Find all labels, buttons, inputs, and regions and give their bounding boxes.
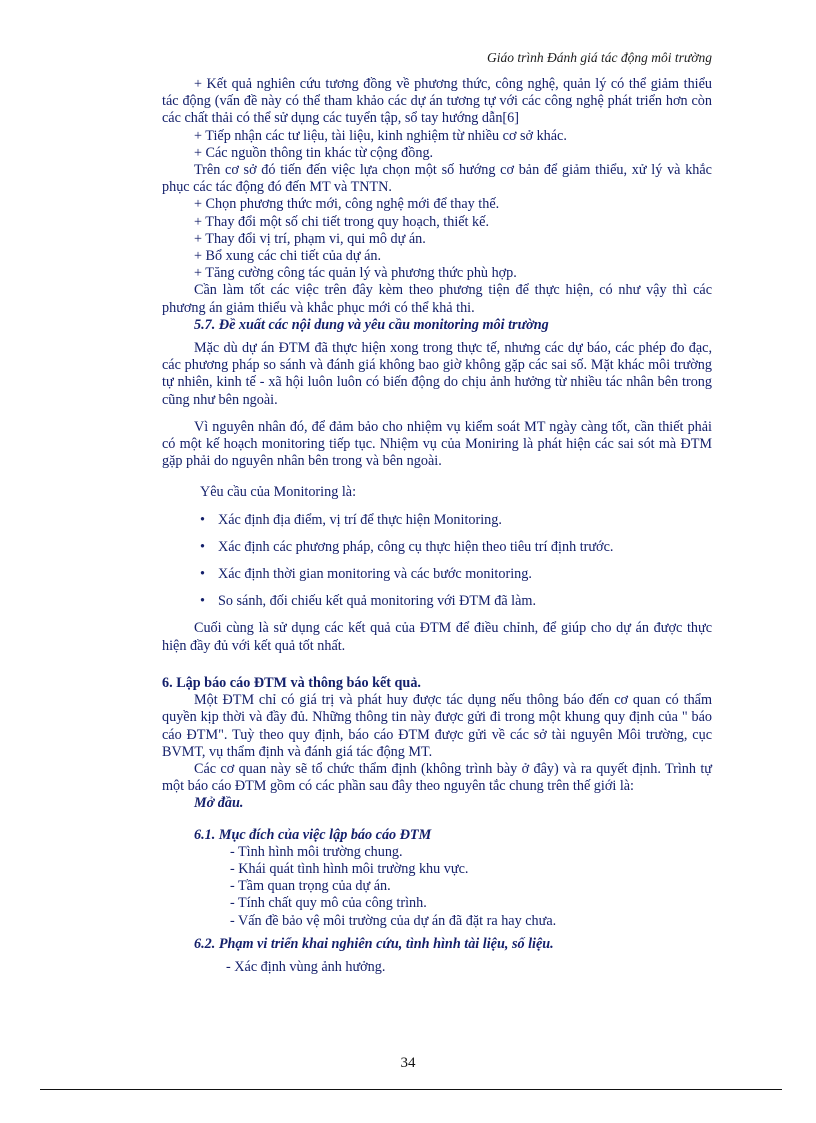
requirements-intro: Yêu cầu của Monitoring là: [200,484,357,501]
list-item: + Tiếp nhận các tư liệu, tài liệu, kinh nghiệm từ nhiều cơ sở khác. [194,127,567,144]
section-heading-6: 6. Lập báo cáo ĐTM và thông báo kết quả. [162,674,421,691]
paragraph: Các cơ quan này sẽ tổ chức thẩm định (không trình bày ở đây) và ra quyết định. Trình tự một báo cáo ĐTM gồm có các phần sau đây theo nguyên tắc chung trên thế giới là: [162,760,712,795]
list-item: - Vấn đề bảo vệ môi trường của dự án đã đặt ra hay chưa. [230,912,557,929]
bullet-text: Xác định các phương pháp, công cụ thực hiện theo tiêu trí định trước. [218,538,614,555]
page-number: 34 [400,1055,416,1071]
list-item: + Chọn phương thức mới, công nghệ mới để thay thế. [194,196,500,213]
subsection-heading-6-2: 6.2. Phạm vi triển khai nghiên cứu, tình hình tài liệu, số liệu. [194,935,554,952]
list-item: + Thay đổi một số chi tiết trong quy hoạch, thiết kế. [194,213,489,230]
list-item: + Thay đổi vị trí, phạm vi, qui mô dự án. [194,230,426,247]
paragraph: Vì nguyên nhân đó, để đảm bảo cho nhiệm vụ kiểm soát MT ngày càng tốt, cần thiết phải có một kế hoạch monitoring tiếp tục. Nhiệm vụ của Moniring là phát hiện các sai sót mà ĐTM gặp phải do nguyên nhân bên trong và bên ngoài. [162,418,712,470]
section-heading-5-7: 5.7. Đề xuất các nội dung và yêu cầu monitoring môi trường [194,316,549,333]
bullet-item [162,512,712,529]
paragraph: + Kết quả nghiên cứu tương đồng về phương thức, công nghệ, quản lý có thể giảm thiểu tác động (vấn đề này có thể tham khảo các dự án tương tự với các công nghệ phát triển hơn còn các chất thải có thể sử dụng các tuyển tập, sổ tay hướng dẫn[6] [162,76,712,127]
bullet-item [162,539,712,556]
list-item: - Tầm quan trọng của dự án. [230,878,391,895]
bullet-item [162,593,712,610]
paragraph: Một ĐTM chỉ có giá trị và phát huy được tác dụng nếu thông báo đến cơ quan có thẩm quyền kịp thời và đầy đủ. Những thông tin này được gửi đi trong một khung quy định của " báo cáo ĐTM". Tuỳ theo quy định, báo cáo ĐTM được gửi về các sở tài nguyên Môi trường, cục BVMT, vụ thẩm định và đánh giá tác động MT. [162,692,712,760]
footer-divider [40,1089,782,1090]
list-item: - Tình hình môi trường chung. [230,843,403,860]
paragraph: Mặc dù dự án ĐTM đã thực hiện xong trong thực tế, nhưng các dự báo, các phép đo đạc, các phương pháp so sánh và đánh giá không bao giờ không gặp các sai số. Mặt khác môi trường tự nhiên, kinh tế - xã hội luôn luôn có biến động do chịu ảnh hưởng từ nhiều tác nhân bên trong cũng như bên ngoài. [162,340,712,408]
list-item: + Bổ xung các chi tiết của dự án. [194,248,382,265]
bullet-item [162,566,712,583]
list-item: - Xác định vùng ảnh hưởng. [226,958,386,975]
bullet-icon: • [200,511,205,528]
page-body [162,76,712,976]
subsection-heading-6-1: 6.1. Mục đích của việc lập báo cáo ĐTM [194,826,432,843]
paragraph: Cần làm tốt các việc trên đây kèm theo phương tiện để thực hiện, có như vậy thì các phương án giảm thiểu và khắc phục mới có thể khả thi. [162,282,712,316]
paragraph: Trên cơ sở đó tiến đến việc lựa chọn một số hướng cơ bản để giảm thiểu, xử lý và khắc phục các tác động đó đến MT và TNTN. [162,162,712,196]
bullet-icon: • [200,566,205,583]
bullet-icon: • [200,593,205,610]
list-item: - Khái quát tình hình môi trường khu vực. [230,860,469,877]
intro-title: Mở đầu. [194,795,244,812]
list-item: + Các nguồn thông tin khác từ cộng đồng. [194,144,434,161]
running-header: Giáo trình Đánh giá tác động môi trường [487,50,712,65]
bullet-text: Xác định thời gian monitoring và các bước monitoring. [218,566,532,583]
paragraph: Cuối cùng là sử dụng các kết quả của ĐTM để điều chỉnh, để giúp cho dự án được thực hiện đầy đủ với kết quả tốt nhất. [162,620,712,654]
bullet-icon: • [200,538,205,555]
list-item: + Tăng cường công tác quản lý và phương thức phù hợp. [194,265,517,282]
bullet-text: So sánh, đối chiếu kết quả monitoring với ĐTM đã làm. [218,593,537,610]
list-item: - Tính chất quy mô của công trình. [230,895,427,912]
bullet-text: Xác định địa điểm, vị trí để thực hiện Monitoring. [218,511,502,528]
